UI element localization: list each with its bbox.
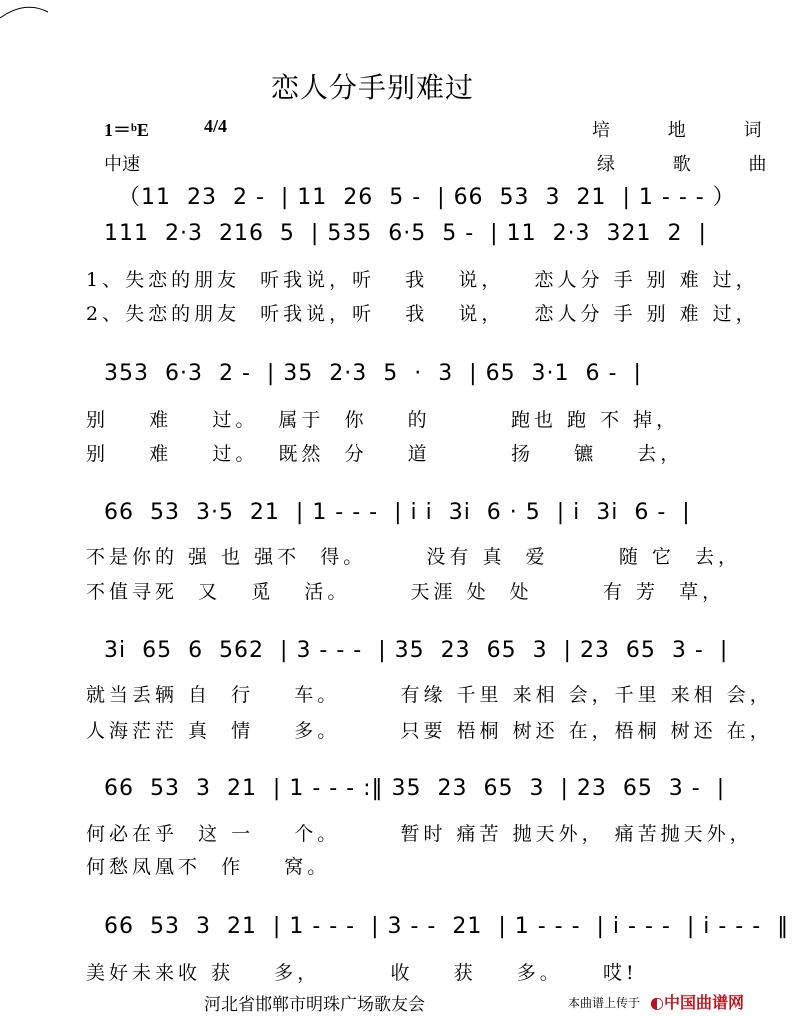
lyric-final-line: 美好未来收 获 多， 收 获 多。 哎! [86,962,638,984]
organization-credit: 河北省邯郸市明珠广场歌友会 [204,995,425,1015]
notation-system-3: 353 6·3 2 - | 35 2·3 5 · 3 | 65 3·1 6 - | [104,361,642,386]
time-signature: 4/4 [204,116,228,136]
lyric-verse1-line1: 1、失恋的朋友 听我说，听 我 说， 恋人分 手 别 难 过， [86,269,759,291]
notation-system-4: 66 53 3·5 21 | 1 - - - | i i 3i 6 · 5 | i 3i 6 - | [104,500,691,525]
notation-system-7: 66 53 3 21 | 1 - - - | 3 - - 21 | 1 - - - | i - - - | i - - - ‖ [104,914,790,939]
composer-credit: 绿 歌 曲 [597,154,792,175]
lyric-verse2-line3: 不值寻死 又 觅 活。 天涯 处 处 有 芳 草， [86,581,726,603]
lyric-verse1-line3: 不是你的 强 也 强不 得。 没有 真 爱 随 它 去， [86,546,741,568]
key-signature: 1＝ᵇE [104,120,149,140]
lyric-verse1-line2: 别 难 过。 属于 你 的 跑也 跑 不 掉， [86,409,680,431]
site-name: 中国曲谱网 [663,993,744,1012]
uploader-note: 本曲谱上传于 [568,996,641,1010]
notation-system-2: 111 2·3 216 5 | 535 6·5 5 - | 11 2·3 321 2 | [104,221,707,246]
notation-system-6: 66 53 3 21 | 1 - - - :‖ 35 23 65 3 | 23 65 3 - | [104,776,726,801]
corner-arc-decoration [0,0,60,20]
site-logo [650,990,744,1013]
notation-system-intro: （11 23 2 - | 11 26 5 - | 66 53 3 21 | 1 - - - ） [118,185,736,210]
lyric-verse2-line5: 何愁凤凰不 作 窝。 [86,856,331,878]
logo-mark-icon: ◐ [650,993,664,1012]
lyric-verse1-line4: 就当丢辆 自 行 车。 有缘 千里 来相 会，千里 来相 会， [86,684,773,706]
lyric-verse2-line4: 人海茫茫 真 情 多。 只要 梧桐 树还 在，梧桐 树还 在， [86,720,773,742]
notation-system-5: 3i 65 6 562 | 3 - - - | 35 23 65 3 | 23 65 3 - | [104,638,729,663]
tempo-marking: 中速 [104,154,140,175]
lyric-verse2-line2: 别 难 过。 既然 分 道 扬 镳 去， [86,443,684,465]
lyric-verse1-line5: 何必在乎 这 一 个。 暂时 痛苦 抛天外， 痛苦抛天外， [86,823,753,845]
song-title: 恋人分手别难过 [270,71,474,104]
lyric-verse2-line1: 2、失恋的朋友 听我说，听 我 说， 恋人分 手 别 难 过， [86,303,759,325]
lyricist-credit: 培 地 词 [592,120,788,141]
